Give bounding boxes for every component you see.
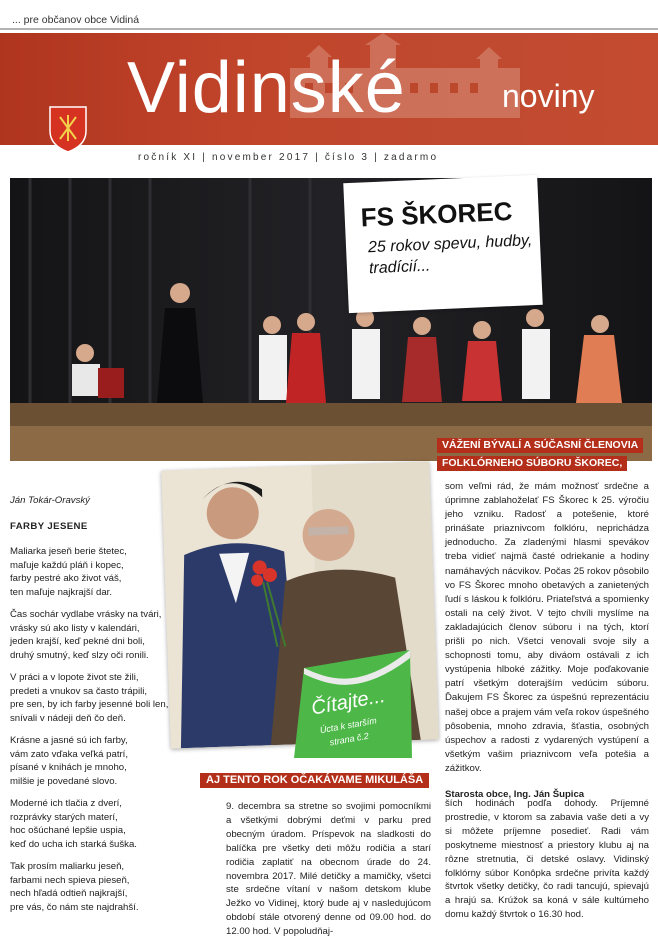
poem-stanza: Krásne a jasné sú ich farby, vám zato vďaka veľká patrí, písané v knihách je mnoho, milšie je povedané slovo. [10, 735, 129, 787]
hero-photo [10, 178, 652, 461]
folk-ensemble-photo [10, 178, 652, 461]
article-signature: Starosta obce, Ing. Ján Šupica [445, 788, 585, 800]
poem-stanza: V práci a v lopote život ste žili, predeti a vnukov sa často trápili, pre sen, by ich farby jesenné boli len, snívali v nádeji deň čo deň. [10, 672, 169, 724]
teaser-title: Čítajte... [309, 684, 387, 720]
poem-stanza: Moderné ich tlačia z dverí, rozprávky starých materí, hoc ošúchané lepšie uspia, keď do ucha ich starká šuška. [10, 798, 137, 850]
tagline: ... pre občanov obce Vidiná [12, 14, 140, 26]
village-crest-icon [48, 105, 88, 153]
teaser-line1: Úcta k starším [319, 715, 378, 736]
article-body [445, 480, 649, 802]
callout-subtitle: 25 rokov spevu, hudby, tradícií... [367, 232, 533, 278]
mikulas-column-1: 9. decembra sa stretne so svojimi pomocníkmi a všetkými dobrými deťmi v parku pred obecným úradom. Príspevok na sladkosti do balíčka pre všetky deti môžu rodičia a starí rodičia zaplatiť na obecnom úrade do 24. novembra 2017. Milé detičky a mamičky, všetci ste srdečne vítaní v našom detskom klube Ježko vo Vidinej, ktorý bude aj v nasledujúcom období stále otvorený denne od 09.00 hod. do 12.00 hod. V popoludňaj- [226, 801, 431, 938]
issue-info: ročník XI | november 2017 | číslo 3 | zadarmo [138, 152, 439, 163]
article-heading-line1: VÁŽENÍ BÝVALÍ A SÚČASNÍ ČLENOVIA [437, 438, 643, 453]
top-divider [0, 28, 658, 30]
poem-stanza: Čas sochár vydlabe vrásky na tvári, vrásky sú ako listy v kalendári, jeden krajší, keď pekné dni boli, druhý smutný, keď slzy oči ronili. [10, 609, 162, 661]
hero-callout [343, 175, 542, 313]
read-more-teaser[interactable] [290, 650, 414, 760]
article-paragraph: som veľmi rád, že mám možnosť srdečne a úprimne zablahoželať FS Škorec k 25. výročiu jeho vzniku. Radosť a potešenie, ktoré prinášate priaznivcom folklóru, neprichádza jednoducho. Za zladenými hlasmi spevákov treba vidieť najmä časté odriekanie a hodiny namáhavých nácvikov. Počas 25 rokov pôsobilo vo FS Škorec mnoho obetavých a zanietených ľudí s láskou k folklóru. Priateľstvá a spomienky ostali na celý život. V tejto chvíli myslíme na zakladajúcich členov súboru i na tých, ktorí prišli po nich. Všetci venovali svoje sily a schopnosti tomu, aby diváom ostávali z ich vystúpenia hlboké zážitky. Moje poďakovanie patrí všetkým doterajším vedúcim súboru. Ďakujem FS Škorec za úspešnú reprezentáciu našej obce a prajem vám veľa rokov úspešného pôsobenia, mnoho zdravia, šťastia, osobných úspechov a radosti z vydarených vystúpení a všetkým vašim priaznivcom veľa potešia a zážitkov. [445, 481, 649, 774]
poem-stanza: Maliarka jeseň berie štetec, maľuje každú pláň i kopec, farby pestré ako život váš, ten maľuje najkrajší dar. [10, 546, 127, 598]
teaser-line2: strana č.2 [328, 730, 370, 748]
mikulas-column-2: ších hodinách podľa dohody. Príjemné prostredie, v ktorom sa zabavia vaše deti a vy si môžete príjemne posedieť. Radi vám poskytneme miestnosť a priestory klubu aj na rôzne stretnutia, či detské oslavy. Vidinský folklórny súbor Konôpka srdečne privíta každý štvrtok všetky detičky, čo radi tancujú, spievajú a hrajú sa. Krúžok sa koná v sále kultúrneho domu každý štvrtok o 16.30 hod. [445, 798, 649, 921]
mikulas-heading: AJ TENTO ROK OČAKÁVAME MIKULÁŠA [200, 773, 429, 788]
newspaper-title: Vidinské [127, 48, 406, 128]
article-heading-line2: FOLKLÓRNEHO SÚBORU ŠKOREC, [437, 456, 627, 471]
newspaper-subtitle: noviny [502, 78, 595, 114]
poem-stanza: Tak prosím maliarku jeseň, farbami nech spieva pieseň, nech hľadá odtieň najkrajší, pre vás, čo nám ste najdrahší. [10, 861, 139, 913]
callout-title: FS ŠKOREC [360, 195, 513, 233]
poem-author: Ján Tokár-Oravský [10, 495, 90, 506]
poem-title: FARBY JESENE [10, 520, 88, 532]
article-heading [437, 438, 643, 471]
